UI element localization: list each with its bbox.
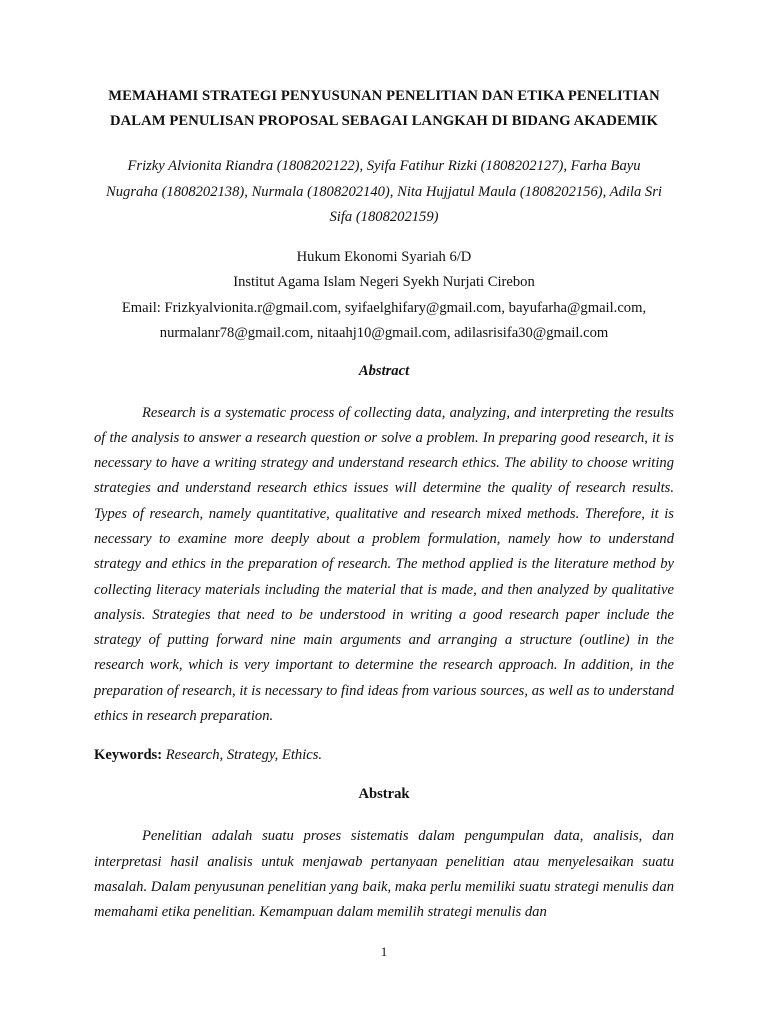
title-line-2: DALAM PENULISAN PROPOSAL SEBAGAI LANGKAH DI BIDANG AKADEMIK: [110, 113, 658, 129]
keywords-values: Research, Strategy, Ethics.: [165, 747, 323, 764]
email-line-2: nurmalanr78@gmail.com, nitaahj10@gmail.com, adilasrisifa30@gmail.com: [159, 325, 609, 341]
page-number: 1: [380, 944, 388, 959]
abstract-paragraph: Research is a systematic process of collecting data, analyzing, and interpreting the results of the analysis to answer a research question or solve a problem. In preparing good research, it is necessary to have a writing strategy and understand research ethics. The ability to choose writing strategies and understand research ethics issues will determine the quality of research results. Types of research, namely quantitative, qualitative and research mixed methods. Therefore, it is necessary to examine more deeply about a problem formulation, namely how to understand strategy and ethics in the preparation of research. The method applied is the literature method by collecting literacy materials including the material that is made, and then analyzed by qualitative analysis. Strategies that need to be understood in writing a good research paper include the strategy of putting forward nine main arguments and arranging a structure (outline) in the research work, which is very important to determine the research approach. In addition, in the preparation of research, it is necessary to find ideas from various sources, as well as to understand ethics in research preparation.: [94, 404, 674, 725]
email-line-1: Email: Frizkyalvionita.r@gmail.com, syifaelghifary@gmail.com, bayufarha@gmail.com,: [121, 299, 647, 316]
paper-title: [94, 84, 674, 134]
affiliation-program: Hukum Ekonomi Syariah 6/D: [296, 248, 472, 265]
author-list: Frizky Alvionita Riandra (1808202122), Syifa Fatihur Rizki (1808202127), Farha Bayu Nugraha (1808202138), Nurmala (1808202140), Nita Hujjatul Maula (1808202156), Adila Sri Sifa (1808202159): [106, 158, 662, 225]
abstract-heading: Abstract: [358, 362, 410, 379]
keywords-line: [94, 743, 674, 768]
affiliation-institution: Institut Agama Islam Negeri Syekh Nurjati Cirebon: [233, 274, 535, 290]
affiliation-block: [94, 245, 674, 347]
title-line-1: MEMAHAMI STRATEGI PENYUSUNAN PENELITIAN DAN ETIKA PENELITIAN: [108, 88, 660, 104]
abstrak-heading: Abstrak: [358, 786, 410, 803]
abstrak-paragraph: Penelitian adalah suatu proses sistematis dalam pengumpulan data, analisis, dan interpretasi hasil analisis untuk menjawab pertanyaan penelitian atau menyelesaikan suatu masalah. Dalam penyusunan penelitian yang baik, maka perlu memiliki suatu strategi menulis dan memahami etika penelitian. Kemampuan dalam memilih strategi menulis dan: [94, 828, 674, 921]
keywords-label: Keywords:: [94, 747, 163, 764]
